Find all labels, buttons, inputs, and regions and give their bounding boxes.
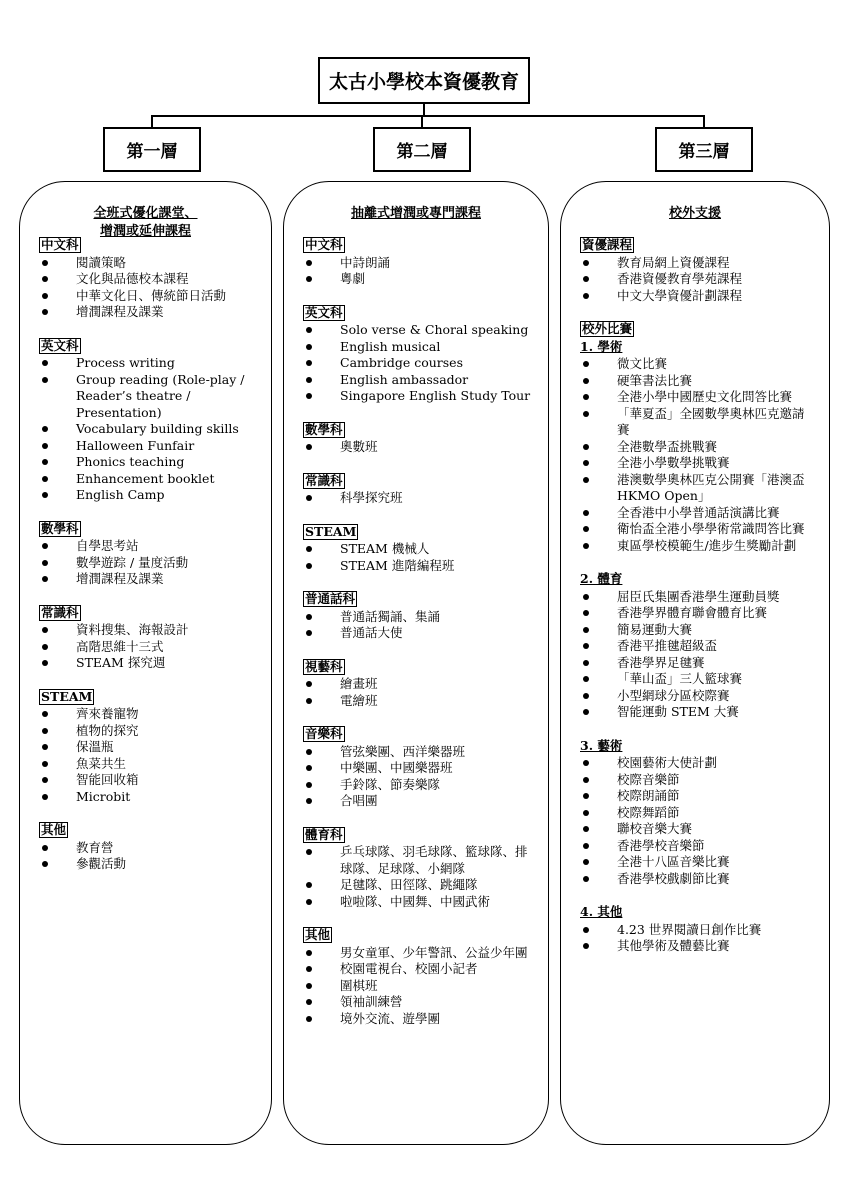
- list-item: 香港資優教育學苑課程: [580, 271, 812, 288]
- list-item: 普通話獨誦、集誦: [303, 609, 535, 626]
- section: [303, 927, 535, 1027]
- list-item: Vocabulary building skills: [39, 421, 261, 438]
- title-box: [318, 57, 530, 104]
- list-item: 管弦樂團、西洋樂器班: [303, 744, 535, 761]
- list-item: 小型網球分區校際賽: [580, 688, 812, 705]
- section-label: 普通話科: [305, 591, 356, 606]
- list-item: Phonics teaching: [39, 454, 261, 471]
- list-item: 4.23 世界閱讀日創作比賽: [580, 922, 812, 939]
- section: [303, 591, 535, 642]
- list-item: 其他學術及體藝比賽: [580, 938, 812, 955]
- list-item: Group reading (Role-play / Reader’s theatre / Presentation): [39, 372, 261, 422]
- list-item: 香港學界體育聯會體育比賽: [580, 605, 812, 622]
- item-list: [39, 622, 261, 672]
- item-list: [39, 840, 261, 873]
- section-label: 英文科: [305, 304, 343, 320]
- tier2-heading: 抽離式增潤或專門課程: [350, 206, 481, 221]
- list-item: 全港小學中國歷史文化問答比賽: [580, 389, 812, 406]
- tier3-content: [580, 237, 812, 972]
- list-item: 繪畫班: [303, 676, 535, 693]
- section-label: 常識科: [41, 604, 79, 620]
- item-list: [39, 538, 261, 588]
- list-item: 中文大學資優計劃課程: [580, 288, 812, 305]
- item-list: [303, 676, 535, 709]
- list-item: 魚菜共生: [39, 756, 261, 773]
- list-item: 中詩朗誦: [303, 255, 535, 272]
- section: [303, 827, 535, 911]
- tier3-heading: 校外支援: [668, 206, 721, 221]
- list-item: 屈臣氏集團香港學生運動員獎: [580, 589, 812, 606]
- subsection-label: 3. 藝術: [580, 737, 623, 753]
- list-item: 男女童軍、少年警訊、公益少年團: [303, 945, 535, 962]
- tier-connector-bar: [151, 115, 705, 117]
- subsection-label: 1. 學術: [580, 338, 623, 354]
- list-item: 全港小學數學挑戰賽: [580, 455, 812, 472]
- list-item: Cambridge courses: [303, 355, 535, 372]
- list-item: 高階思維十三式: [39, 639, 261, 656]
- section: [39, 237, 261, 321]
- item-list: [39, 255, 261, 321]
- section-label: STEAM: [41, 688, 93, 704]
- item-list: [303, 322, 535, 405]
- section-label: STEAM: [305, 523, 357, 539]
- section-label: 資優課程: [582, 237, 633, 252]
- list-item: STEAM 探究週: [39, 655, 261, 672]
- tier1-label: 第一層: [126, 142, 178, 162]
- item-list: [580, 755, 812, 887]
- item-list: [303, 744, 535, 810]
- list-item: 校際朗誦節: [580, 788, 812, 805]
- list-item: 文化與品德校本課程: [39, 271, 261, 288]
- tier2-label: 第二層: [396, 142, 448, 162]
- list-item: 普通話大使: [303, 625, 535, 642]
- list-item: 香港學校戲劇節比賽: [580, 871, 812, 888]
- section: [39, 689, 261, 806]
- list-item: 香港學校音樂節: [580, 838, 812, 855]
- list-item: 粵劇: [303, 271, 535, 288]
- section: [303, 473, 535, 507]
- list-item: 全港數學盃挑戰賽: [580, 439, 812, 456]
- list-item: 港澳數學奧林匹克公開賽「港澳盃 HKMO Open」: [580, 472, 812, 505]
- section-label: 數學科: [41, 520, 79, 536]
- subsection-label: 4. 其他: [580, 904, 623, 919]
- list-item: 校際音樂節: [580, 772, 812, 789]
- page-title: 太古小學校本資優教育: [328, 71, 519, 93]
- list-item: 增潤課程及課業: [39, 571, 261, 588]
- list-item: 智能運動 STEM 大賽: [580, 704, 812, 721]
- section: [580, 237, 812, 304]
- list-item: 硬筆書法比賽: [580, 373, 812, 390]
- list-item: 奧數班: [303, 439, 535, 456]
- item-list: [580, 922, 812, 955]
- section-label: 音樂科: [305, 726, 343, 741]
- item-list: [303, 844, 535, 910]
- item-list: [39, 706, 261, 805]
- tier1-connector: [151, 115, 153, 127]
- item-list: [39, 355, 261, 504]
- list-item: 簡易運動大賽: [580, 622, 812, 639]
- section-label: 其他: [305, 927, 331, 942]
- list-item: 領袖訓練營: [303, 994, 535, 1011]
- list-item: Process writing: [39, 355, 261, 372]
- list-item: 手鈴隊、節奏樂隊: [303, 777, 535, 794]
- list-item: 植物的探究: [39, 723, 261, 740]
- list-item: 境外交流、遊學團: [303, 1011, 535, 1028]
- list-item: 中華文化日、傳統節日活動: [39, 288, 261, 305]
- tier2-content: [303, 237, 535, 1044]
- tier3-panel: [560, 181, 830, 1145]
- list-item: 增潤課程及課業: [39, 304, 261, 321]
- section: [303, 659, 535, 710]
- tier3-label: 第三層: [678, 142, 730, 162]
- list-item: 香港學界足毽賽: [580, 655, 812, 672]
- list-item: 圍棋班: [303, 978, 535, 995]
- item-list: [303, 255, 535, 288]
- section-label: 視藝科: [305, 658, 343, 674]
- list-item: 參觀活動: [39, 856, 261, 873]
- item-list: [303, 439, 535, 456]
- list-item: 「華夏盃」全國數學奧林匹克邀請賽: [580, 406, 812, 439]
- tier2-panel: [283, 181, 549, 1145]
- list-item: 合唱團: [303, 793, 535, 810]
- subsection-label: 2. 體育: [580, 571, 623, 586]
- section: [39, 521, 261, 588]
- section-label: 體育科: [305, 826, 343, 842]
- list-item: 校園電視台、校園小記者: [303, 961, 535, 978]
- list-item: 全港十八區音樂比賽: [580, 854, 812, 871]
- list-item: English musical: [303, 339, 535, 356]
- item-list: [580, 356, 812, 554]
- list-item: STEAM 機械人: [303, 541, 535, 558]
- item-list: [303, 541, 535, 574]
- section-label: 英文科: [41, 337, 79, 353]
- section-label: 中文科: [41, 237, 79, 252]
- list-item: 乒乓球隊、羽毛球隊、籃球隊、排球隊、足球隊、小網隊: [303, 844, 535, 877]
- item-list: [303, 490, 535, 507]
- tier1-heading-line1: 全班式優化課堂、: [93, 206, 198, 221]
- section: [303, 726, 535, 810]
- section: [39, 338, 261, 504]
- tier1-box: [103, 127, 201, 172]
- list-item: 閱讀策略: [39, 255, 261, 272]
- item-list: [580, 255, 812, 305]
- item-list: [303, 609, 535, 642]
- list-item: 科學探究班: [303, 490, 535, 507]
- item-list: [580, 589, 812, 721]
- section: [39, 605, 261, 672]
- list-item: Enhancement booklet: [39, 471, 261, 488]
- list-item: Singapore English Study Tour: [303, 388, 535, 405]
- list-item: 智能回收箱: [39, 772, 261, 789]
- tier2-connector: [421, 115, 423, 127]
- section-label: 其他: [41, 822, 67, 837]
- section-label: 校外比賽: [582, 321, 633, 336]
- list-item: Microbit: [39, 789, 261, 806]
- tier1-content: [39, 237, 261, 890]
- list-item: 聯校音樂大賽: [580, 821, 812, 838]
- tier3-connector: [703, 115, 705, 127]
- list-item: English ambassador: [303, 372, 535, 389]
- section: [303, 422, 535, 456]
- list-item: 數學遊踪 / 量度活動: [39, 555, 261, 572]
- section: [303, 305, 535, 405]
- section: [303, 237, 535, 288]
- list-item: Solo verse & Choral speaking: [303, 322, 535, 339]
- list-item: 資料搜集、海報設計: [39, 622, 261, 639]
- list-item: 東區學校模範生/進步生獎勵計劃: [580, 538, 812, 555]
- tier3-box: [655, 127, 753, 172]
- list-item: 保溫瓶: [39, 739, 261, 756]
- list-item: 校際舞蹈節: [580, 805, 812, 822]
- tier1-heading-line2: 增潤或延伸課程: [99, 224, 191, 239]
- section-label: 數學科: [305, 421, 343, 437]
- section-label: 中文科: [305, 237, 343, 252]
- list-item: 微文比賽: [580, 356, 812, 373]
- section: [580, 321, 812, 955]
- tier1-panel: [19, 181, 272, 1145]
- list-item: 教育局網上資優課程: [580, 255, 812, 272]
- section-label: 常識科: [305, 472, 343, 488]
- list-item: 全香港中小學普通話演講比賽: [580, 505, 812, 522]
- list-item: 衛怡盃全港小學學術常識問答比賽: [580, 521, 812, 538]
- list-item: English Camp: [39, 487, 261, 504]
- list-item: Halloween Funfair: [39, 438, 261, 455]
- list-item: 教育營: [39, 840, 261, 857]
- section: [303, 524, 535, 575]
- list-item: 啦啦隊、中國舞、中國武術: [303, 894, 535, 911]
- list-item: 齊來養寵物: [39, 706, 261, 723]
- list-item: 電繪班: [303, 693, 535, 710]
- tier2-box: [373, 127, 471, 172]
- item-list: [303, 945, 535, 1028]
- list-item: STEAM 進階編程班: [303, 558, 535, 575]
- list-item: 「華山盃」三人籃球賽: [580, 671, 812, 688]
- list-item: 中樂團、中國樂器班: [303, 760, 535, 777]
- list-item: 校園藝術大使計劃: [580, 755, 812, 772]
- list-item: 自學思考站: [39, 538, 261, 555]
- list-item: 香港平推毽超級盃: [580, 638, 812, 655]
- list-item: 足毽隊、田徑隊、跳繩隊: [303, 877, 535, 894]
- section: [39, 822, 261, 873]
